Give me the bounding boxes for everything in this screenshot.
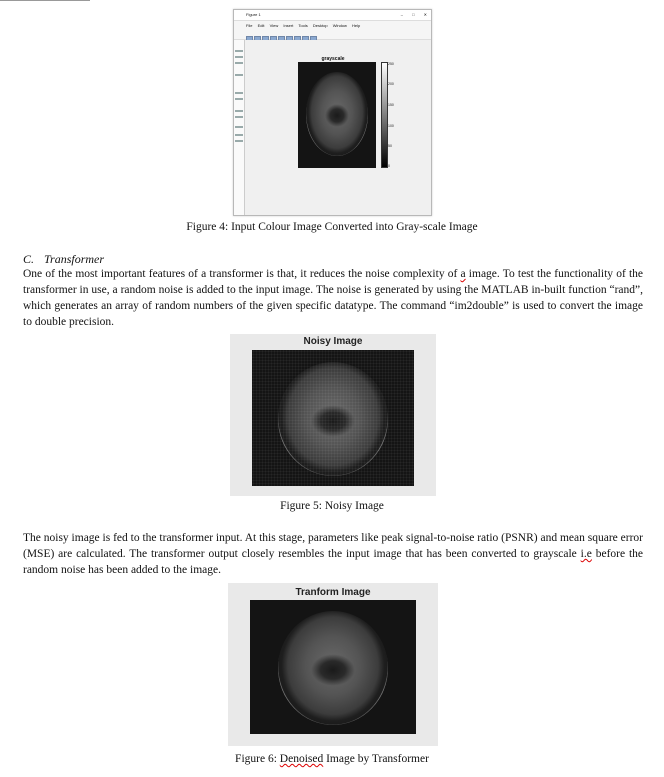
figure4-caption: Figure 4: Input Colour Image Converted into Gray-scale Image bbox=[186, 221, 478, 233]
paragraph-1-text-end: image. To test the functionality of the transformer in use, a random noise is added to the input image. The noise is generated by using the MATLAB in-built function “rand”, which generates an array of random numbers of the given specific datatype. The command “im2double” is used to convert the image to double precision. bbox=[23, 268, 643, 328]
section-heading bbox=[23, 252, 104, 267]
figure-canvas bbox=[246, 40, 429, 205]
noisy-image-title: Noisy Image bbox=[303, 336, 363, 347]
colorbar-tick: 200 bbox=[388, 82, 394, 86]
window-title: Figure 1 bbox=[246, 12, 261, 17]
transform-image-figure bbox=[228, 583, 438, 746]
paragraph-1-spellcheck: a bbox=[460, 268, 466, 280]
axes-title: grayscale bbox=[321, 56, 345, 62]
colorbar-tick: 150 bbox=[388, 103, 394, 107]
section-number: C. bbox=[23, 252, 35, 266]
menu-tools: Tools bbox=[298, 23, 308, 28]
figure6-caption bbox=[0, 753, 664, 765]
paragraph-1 bbox=[23, 266, 643, 330]
grayscale-brain-image bbox=[298, 62, 376, 168]
matlab-figure-window bbox=[233, 9, 432, 216]
minimize-icon: – bbox=[400, 12, 403, 17]
close-icon: ✕ bbox=[423, 12, 427, 17]
window-toolbar bbox=[234, 30, 431, 40]
colorbar-tick: 0 bbox=[388, 164, 390, 168]
menu-view: View bbox=[269, 23, 279, 28]
window-menubar bbox=[234, 21, 431, 30]
colorbar-tick: 100 bbox=[388, 124, 394, 128]
menu-help: Help bbox=[352, 23, 361, 28]
colorbar-tick: 250 bbox=[388, 62, 394, 66]
top-rule bbox=[0, 0, 90, 1]
paragraph-2-text-end: before the random noise has been added to the image. bbox=[23, 548, 644, 576]
colorbar-tick: 50 bbox=[388, 144, 392, 148]
colorbar bbox=[381, 62, 388, 168]
editor-strip bbox=[234, 40, 245, 215]
menu-desktop: Desktop bbox=[312, 23, 328, 28]
paragraph-1-text: One of the most important features of a transformer is that, it reduces the noise complexity of bbox=[23, 268, 461, 280]
paragraph-2 bbox=[23, 530, 643, 578]
maximize-icon: □ bbox=[412, 12, 415, 17]
denoised-brain-image bbox=[250, 600, 416, 734]
noisy-image-figure bbox=[230, 334, 436, 496]
menu-window: Window bbox=[332, 23, 347, 28]
menu-file: File bbox=[246, 23, 253, 28]
paragraph-2-spellcheck: i.e bbox=[580, 548, 592, 560]
noisy-brain-image bbox=[252, 350, 414, 486]
section-title: Transformer bbox=[44, 252, 105, 266]
figure6-caption-suffix: Image by Transformer bbox=[323, 753, 429, 765]
menu-insert: Insert bbox=[283, 23, 294, 28]
paragraph-2-text: The noisy image is fed to the transformer input. At this stage, parameters like peak signal-to-noise ratio (PSNR) and mean square error (MSE) are calculated. The transformer output closely resembles the input image that has been converted to grayscale bbox=[23, 532, 643, 560]
menu-edit: Edit bbox=[257, 23, 265, 28]
figure6-caption-spellcheck: Denoised bbox=[279, 753, 324, 765]
figure6-caption-prefix: Figure 6: bbox=[235, 753, 280, 765]
window-titlebar bbox=[234, 10, 431, 21]
transform-image-title: Tranform Image bbox=[295, 587, 371, 598]
figure5-caption: Figure 5: Noisy Image bbox=[280, 500, 384, 512]
